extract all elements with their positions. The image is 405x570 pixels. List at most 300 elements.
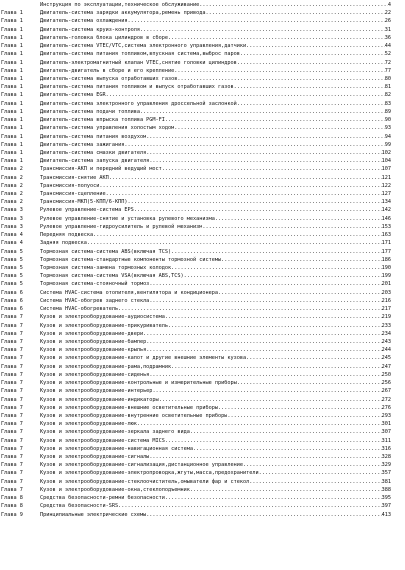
toc-entry-title: Передняя подвеска [40,232,94,239]
toc-entry-title: Трансмиссия-АКП и передний ведущий мост [40,166,162,173]
toc-dot-leader [140,108,385,116]
toc-page-number: 104 [381,158,391,165]
toc-chapter-label: Глава 4 [1,240,23,247]
toc-chapter-label: Глава 5 [1,265,23,271]
toc-entry [0,494,405,502]
toc-dot-leader [190,486,382,494]
toc-page-number: 413 [381,511,391,518]
toc-chapter-label: Глава 7 [1,429,23,436]
toc-page-number: 36 [384,34,391,41]
toc-entry-title: Рулевое управление-система EPS [40,207,134,214]
toc-entry-title: Тормозная система-стояночный тормоз [40,281,150,288]
toc-entry [0,396,405,404]
toc-entry [0,502,405,510]
toc-dot-leader [146,346,381,354]
toc-page-number: 26 [384,18,391,25]
toc-chapter-label: Глава 7 [1,470,23,477]
toc-entry [0,42,405,50]
toc-dot-leader [184,272,382,280]
toc-entry-title: Тормозная система-стандартные компоненты тормозной системы [40,256,222,263]
toc-page-number: 177 [381,248,391,255]
toc-dot-leader [237,59,385,67]
toc-chapter-label: Глава 1 [1,51,23,58]
toc-page-number: 267 [381,388,391,395]
toc-chapter-label: Глава 3 [1,223,23,230]
toc-entry [0,83,405,91]
toc-dot-leader [206,9,385,17]
toc-chapter-label: Глава 1 [1,117,23,124]
toc-chapter-label: Глава 4 [1,232,23,239]
toc-entry-title: Двигатель-система электронного управления дроссельной заслонкой [40,100,237,107]
toc-entry-title: Двигатель-система питания топливом,впускная система,выброс паров [40,51,240,58]
toc-dot-leader [127,17,384,25]
toc-page-number: 247 [381,363,391,370]
toc-chapter-label: Глава 1 [1,100,23,107]
toc-chapter-label: Глава 7 [1,396,23,403]
toc-page-number: 44 [384,43,391,50]
toc-dot-leader [127,198,381,206]
toc-entry-title: Двигатель-система впрыска топлива PGM-FI [40,117,165,124]
toc-chapter-label: Глава 8 [1,495,23,502]
toc-entry-title: Трансмиссия-полуоси [40,182,100,189]
toc-dot-leader [146,149,381,157]
toc-page-number: 245 [381,355,391,362]
toc-entry-title: Кузов и электрооборудование-зеркала заднего вида [40,429,190,436]
toc-entry-title: Трансмиссия-сцепление [40,191,106,198]
toc-entry [0,75,405,83]
toc-entry-title: Принципиальные электрические схемы [40,511,147,518]
toc-entry [0,453,405,461]
toc-dot-leader [237,379,382,387]
toc-entry-title: Кузов и электрооборудование-капот и другие внешние элементы кузова [40,355,247,362]
toc-entry [0,91,405,99]
toc-chapter-label: Глава 3 [1,215,23,222]
toc-entry-title: Кузов и электрооборудование-внешние осветительные приборы [40,404,219,411]
toc-entry [0,404,405,412]
toc-entry [0,248,405,256]
toc-chapter-label: Глава 2 [1,166,23,173]
toc-entry [0,141,405,149]
toc-page-number: 216 [381,297,391,304]
toc-dot-leader [177,75,384,83]
toc-dot-leader [165,437,382,445]
toc-dot-leader [168,34,385,42]
toc-chapter-label: Глава 7 [1,445,23,452]
toc-page-number: 89 [384,108,391,115]
toc-entry [0,34,405,42]
toc-page-number: 219 [381,314,391,321]
toc-page-number: 293 [381,412,391,419]
toc-page-number: 107 [381,166,391,173]
toc-entry [0,59,405,67]
toc-chapter-label: Глава 1 [1,84,23,91]
toc-entry [0,157,405,165]
toc-entry-title: Двигатель-система питания воздухом [40,133,147,140]
toc-page-number: 203 [381,289,391,296]
toc-chapter-label: Глава 6 [1,289,23,296]
toc-dot-leader [218,289,382,297]
toc-entry [0,256,405,264]
toc-page-number: 77 [384,67,391,74]
toc-entry-title: Двигатель-система подачи топлива [40,108,140,115]
toc-entry [0,17,405,25]
toc-chapter-label: Глава 7 [1,412,23,419]
toc-entry-title: Кузов и электрооборудование-крылья [40,347,147,354]
toc-chapter-label: Глава 5 [1,248,23,255]
toc-entry-title: Двигатель-электромагнитный клапан VTEC,снятие головки цилиндров [40,59,237,66]
toc-entry-title: Тормозная система-замена тормозных колодок [40,265,172,271]
toc-dot-leader [227,412,381,420]
toc-entry [0,50,405,58]
toc-chapter-label: Глава 2 [1,199,23,206]
toc-dot-leader [171,363,381,371]
toc-entry-title: Двигатель-система управления холостым ходом [40,125,175,132]
toc-entry-title: Кузов и электрооборудование-стеклоочиститель,омыватели фар и стекол [40,478,250,485]
toc-entry [0,379,405,387]
toc-entry [0,190,405,198]
toc-dot-leader [221,256,381,264]
toc-dot-leader [109,174,382,182]
toc-page-number: 311 [381,437,391,444]
toc-entry-title: Кузов и электрооборудование-индикаторы [40,396,159,403]
toc-page-number: 217 [381,306,391,313]
toc-entry-title: Кузов и электрооборудование-рама,подрамник [40,363,172,370]
toc-entry [0,469,405,477]
toc-chapter-label: Глава 1 [1,67,23,74]
toc-chapter-label: Глава 1 [1,43,23,50]
toc-chapter-label: Глава 1 [1,59,23,66]
toc-entry-title: Кузов и электрооборудование-навигационная система [40,445,194,452]
toc-dot-leader [246,354,381,362]
toc-dot-leader [149,371,381,379]
toc-page-number: 250 [381,371,391,378]
toc-dot-leader [218,404,382,412]
toc-entry [0,338,405,346]
toc-page-number: 93 [384,125,391,132]
toc-entry [0,272,405,280]
toc-entry-title: Двигатель-система зажигания [40,141,125,148]
toc-chapter-label: Глава 1 [1,149,23,156]
toc-chapter-label: Глава 8 [1,503,23,510]
toc-page-number: 243 [381,338,391,345]
toc-entry [0,124,405,132]
toc-entry-title: Средства безопасности-SRS [40,503,119,510]
toc-chapter-label: Глава 5 [1,281,23,288]
toc-entry-title: Двигатель-система запуска двигателя [40,158,150,165]
toc-dot-leader [87,239,382,247]
toc-entry-title: Кузов и электрооборудование-окна,стеклоподъемник [40,486,190,493]
toc-dot-leader [149,453,381,461]
toc-entry-title: Тормозная система-система VSA(включая ABS,TCS) [40,273,184,280]
toc-entry [0,420,405,428]
toc-entry-title: Двигатель-система зарядки аккумулятора,ремень привода [40,10,206,17]
toc-chapter-label: Глава 2 [1,191,23,198]
toc-entry-title: Двигатель-система выпуска отработавших газов [40,75,178,82]
toc-entry-title: Кузов и электрооборудование-интерьер [40,388,153,395]
toc-page-number: 186 [381,256,391,263]
toc-chapter-label: Глава 7 [1,478,23,485]
toc-entry-title: Кузов и электрооборудование-внутренние осветительные приборы [40,412,228,419]
toc-entry-title: Кузов и электрооборудование-контрольные и измерительные приборы [40,380,237,387]
toc-entry [0,26,405,34]
toc-page-number: 146 [381,215,391,222]
toc-entry-title: Кузов и электрооборудование-система MICS [40,437,165,444]
toc-entry-title: Трансмиссия-МКП(5-КПП/6-КПП) [40,199,128,206]
toc-entry [0,437,405,445]
toc-dot-leader [146,511,381,519]
toc-entry-title: Двигатель-двигатель в сборе и его крепление [40,67,175,74]
toc-dot-leader [162,165,382,173]
toc-page-number: 153 [381,223,391,230]
toc-page-number: 83 [384,100,391,107]
toc-chapter-label: Глава 1 [1,125,23,132]
toc-chapter-label: Глава 1 [1,158,23,165]
toc-entry-title: Двигатель-система питания топливом и выпуск отработавших газов [40,84,234,91]
toc-entry [0,305,405,313]
toc-entry [0,165,405,173]
toc-entry [0,264,405,272]
toc-page-number: 80 [384,75,391,82]
toc-entry [0,67,405,75]
toc-page-number: 81 [384,84,391,91]
toc-entry-title: Рулевое управление-снятие и установка рулевого механизма [40,215,215,222]
toc-page-number: 397 [381,503,391,510]
toc-page-number: 276 [381,404,391,411]
toc-chapter-label: Глава 1 [1,133,23,140]
toc-dot-leader [234,83,385,91]
toc-entry [0,182,405,190]
toc-dot-leader [149,157,381,165]
toc-page-number: 122 [381,182,391,189]
toc-chapter-label: Глава 7 [1,454,23,461]
toc-dot-leader [174,124,384,132]
toc-entry-title: Двигатель-система VTEC/VTC,система электронного управления,датчики [40,43,247,50]
toc-entry-title: Кузов и электрооборудование-сигнализация,дистанционное управление [40,462,244,469]
table-of-contents [0,1,405,519]
toc-page-number: 381 [381,478,391,485]
toc-page-number: 90 [384,117,391,124]
toc-entry [0,9,405,17]
toc-chapter-label: Глава 7 [1,462,23,469]
toc-dot-leader [124,141,384,149]
toc-entry-title: Средства безопасности-ремни безопасности [40,495,165,502]
toc-entry [0,133,405,141]
toc-entry-title: Двигатель-система круиз-контроля [40,26,140,33]
toc-dot-leader [165,494,382,502]
toc-page-number: 201 [381,281,391,288]
toc-chapter-label: Глава 7 [1,338,23,345]
toc-chapter-label: Глава 7 [1,322,23,329]
toc-dot-leader [159,396,382,404]
toc-dot-leader [243,461,382,469]
toc-entry [0,289,405,297]
toc-chapter-label: Глава 3 [1,207,23,214]
toc-dot-leader [134,206,382,214]
toc-chapter-label: Глава 7 [1,486,23,493]
toc-page-number: 4 [387,2,391,8]
toc-entry-title: Трансмиссия-снятие АКП [40,174,109,181]
toc-entry [0,198,405,206]
toc-page-number: 121 [381,174,391,181]
toc-chapter-label: Глава 2 [1,182,23,189]
toc-chapter-label: Глава 7 [1,421,23,428]
toc-entry [0,511,405,519]
toc-chapter-label: Глава 1 [1,18,23,25]
toc-page-number: 22 [384,10,391,17]
toc-page-number: 82 [384,92,391,99]
toc-dot-leader [146,338,381,346]
toc-chapter-label: Глава 1 [1,75,23,82]
toc-chapter-label: Глава 5 [1,256,23,263]
toc-page-number: 256 [381,380,391,387]
toc-chapter-label: Глава 7 [1,437,23,444]
toc-entry-title: Кузов и электрооборудование-люк [40,421,137,428]
toc-entry-title: Кузов и электрооборудование-электропроводка,жгуты,масса,предохранители [40,470,259,477]
toc-page-number: 94 [384,133,391,140]
toc-entry [0,231,405,239]
toc-entry-title: Кузов и электрооборудование-прикуриватель [40,322,169,329]
toc-chapter-label: Глава 9 [1,511,23,518]
toc-chapter-label: Глава 7 [1,330,23,337]
toc-entry [0,486,405,494]
toc-dot-leader [246,42,385,50]
toc-entry [0,1,405,9]
toc-dot-leader [190,428,382,436]
toc-entry [0,239,405,247]
toc-entry-title: Кузов и электрооборудование-сигналы [40,454,150,461]
toc-chapter-label: Глава 7 [1,388,23,395]
toc-chapter-label: Глава 7 [1,404,23,411]
toc-chapter-label: Глава 6 [1,306,23,313]
toc-dot-leader [140,26,385,34]
toc-page-number: 142 [381,207,391,214]
toc-entry-title: Кузов и электрооборудование-сиденья [40,371,150,378]
toc-dot-leader [171,248,381,256]
toc-page-number: 102 [381,149,391,156]
toc-entry-title: Тормозная система-система ABS(включая TCS) [40,248,172,255]
toc-page-number: 171 [381,240,391,247]
toc-page-number: 127 [381,191,391,198]
toc-entry [0,149,405,157]
toc-chapter-label: Глава 7 [1,363,23,370]
toc-dot-leader [193,445,382,453]
toc-entry [0,371,405,379]
toc-dot-leader [99,182,381,190]
toc-entry [0,223,405,231]
toc-entry [0,297,405,305]
toc-page-number: 357 [381,470,391,477]
toc-page-number: 52 [384,51,391,58]
toc-chapter-label: Глава 1 [1,10,23,17]
toc-dot-leader [137,420,382,428]
toc-dot-leader [199,1,388,9]
toc-page-number: 72 [384,59,391,66]
toc-entry-title: Двигатель-система EGR [40,92,106,99]
toc-page-number: 301 [381,421,391,428]
toc-dot-leader [93,231,382,239]
toc-entry [0,280,405,288]
toc-chapter-label: Глава 6 [1,297,23,304]
toc-entry [0,412,405,420]
toc-page-number: 234 [381,330,391,337]
toc-entry-title: Система HVAC-система отопителя,вентилятора и кондиционера [40,289,219,296]
toc-chapter-label: Глава 7 [1,380,23,387]
toc-dot-leader [202,223,381,231]
toc-entry-title: Система HVAC-обогреватель [40,306,119,313]
toc-dot-leader [168,322,382,330]
toc-page-number: 328 [381,454,391,461]
toc-entry-title: Задняя подвеска [40,240,87,247]
toc-dot-leader [146,133,385,141]
toc-entry [0,445,405,453]
toc-dot-leader [240,50,385,58]
toc-entry [0,387,405,395]
toc-entry [0,363,405,371]
toc-dot-leader [165,313,382,321]
toc-entry-title: Кузов и электрооборудование-двери [40,330,144,337]
toc-dot-leader [106,91,385,99]
toc-page-number: 31 [384,26,391,33]
toc-entry-title: Система HVAC-обогрев заднего стекла [40,297,150,304]
toc-entry [0,478,405,486]
toc-chapter-label: Глава 1 [1,34,23,41]
toc-entry [0,346,405,354]
toc-entry-title: Двигатель-система охлаждения [40,18,128,25]
toc-dot-leader [106,190,382,198]
toc-page-number: 199 [381,273,391,280]
toc-chapter-label: Глава 2 [1,174,23,181]
toc-chapter-label: Глава 5 [1,273,23,280]
toc-chapter-label: Глава 7 [1,355,23,362]
toc-entry [0,322,405,330]
toc-chapter-label: Глава 1 [1,92,23,99]
toc-entry [0,174,405,182]
toc-page-number: 99 [384,141,391,148]
toc-chapter-label: Глава 1 [1,108,23,115]
toc-page-number: 134 [381,199,391,206]
toc-entry [0,100,405,108]
toc-chapter-label: Глава 7 [1,314,23,321]
toc-entry-title: Двигатель-головка блока цилиндров в сборе [40,34,169,41]
toc-page-number: 395 [381,495,391,502]
toc-page-number: 388 [381,486,391,493]
toc-dot-leader [118,305,382,313]
toc-chapter-label: Глава 1 [1,26,23,33]
toc-entry [0,215,405,223]
toc-entry-title: Рулевое управление-гидроусилитель и рулевой механизм [40,223,203,230]
toc-dot-leader [149,280,381,288]
toc-entry [0,108,405,116]
toc-dot-leader [149,297,381,305]
toc-dot-leader [215,215,382,223]
toc-chapter-label: Глава 1 [1,141,23,148]
toc-dot-leader [143,330,382,338]
toc-dot-leader [259,469,382,477]
toc-chapter-label: Глава 7 [1,371,23,378]
toc-page-number: 307 [381,429,391,436]
toc-entry [0,461,405,469]
toc-dot-leader [249,478,381,486]
toc-page-number: 233 [381,322,391,329]
toc-entry [0,330,405,338]
toc-entry [0,428,405,436]
toc-dot-leader [171,264,381,272]
toc-entry-title: Кузов и электрооборудование-бампер [40,338,147,345]
toc-entry [0,206,405,214]
toc-dot-leader [152,387,381,395]
toc-entry-title: Кузов и электрооборудование-аудиосистема [40,314,165,321]
toc-page-number: 190 [381,265,391,271]
